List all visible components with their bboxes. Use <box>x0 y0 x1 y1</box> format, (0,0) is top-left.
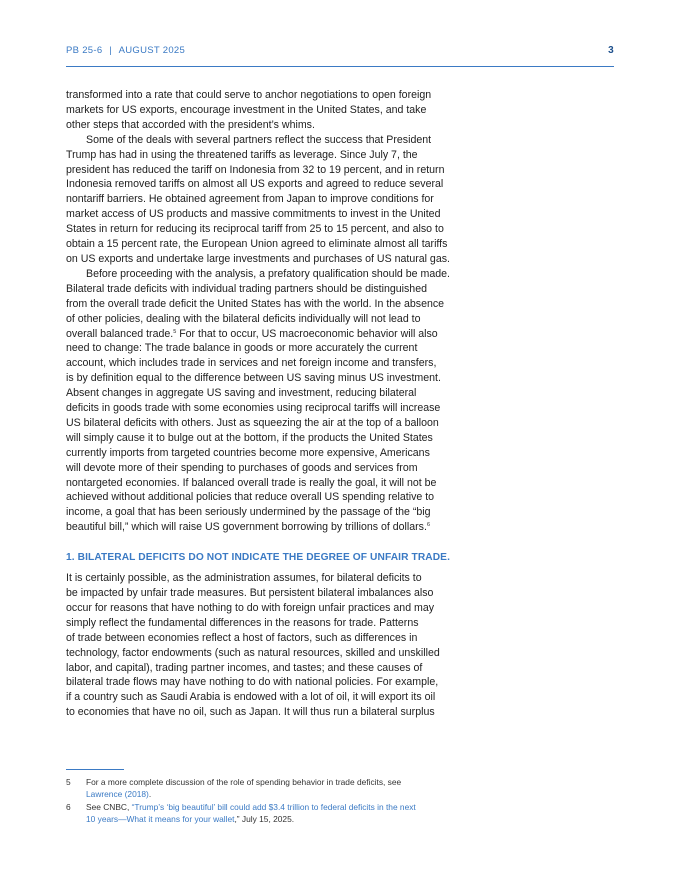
header-rule <box>66 66 614 67</box>
text-line: be impacted by unfair trade measures. But persistent bilateral imbalances also <box>66 587 434 599</box>
text-line <box>66 520 502 535</box>
paragraph-1 <box>66 88 502 133</box>
footnote-line: For a more complete discussion of the role of spending behavior in trade deficits, see <box>86 777 402 787</box>
text-line: bilateral trade flows may have nothing to do with national policies. For example, <box>66 676 439 689</box>
text-segment: beautiful bill,” which will raise US government borrowing by trillions of dollars. <box>66 521 427 534</box>
text-segment: ,” July 15, 2025. <box>234 813 295 824</box>
footnote-number: 5 <box>66 777 71 787</box>
text-line: other steps that accorded with the president’s whims. <box>66 118 315 131</box>
text-line: technology, factor endowments (such as natural resources, skilled and unskilled <box>66 646 440 659</box>
section-heading: 1. BILATERAL DEFICITS DO NOT INDICATE THE DEGREE OF UNFAIR TRADE. <box>66 552 451 564</box>
text-line: obtain a 15 percent rate, the European Union agreed to eliminate almost all tariffs <box>66 238 448 251</box>
text-line: transformed into a rate that could serve to anchor negotiations to open foreign <box>66 89 432 101</box>
citation-link[interactable]: Lawrence (2018) <box>86 788 149 799</box>
page-number: 3 <box>608 45 614 56</box>
footnote-6 <box>66 802 496 825</box>
text-line: need to change: The trade balance in goods or more accurately the current <box>66 342 418 355</box>
text-line: of other policies, dealing with the bilateral deficits individually will not lead to <box>66 312 421 325</box>
text-line: deficits in goods trade with some economies using reciprocal tariffs will increase <box>66 402 441 415</box>
citation-link[interactable]: 10 years—What it means for your wallet <box>86 813 235 824</box>
paragraph-4 <box>66 571 502 720</box>
paragraph-3 <box>66 267 502 535</box>
text-line: of trade between economies reflect a host of factors, such as differences in <box>66 631 418 644</box>
text-line: labor, and capital), trading partner incomes, and tastes; and these causes of <box>66 661 423 674</box>
text-line: Trump has had in using the threatened tariffs as leverage. Since July 7, the <box>66 148 418 161</box>
text-line: Before proceeding with the analysis, a prefatory qualification should be made. <box>86 267 450 280</box>
text-line: will devote more of their spending to purchases of goods and services from <box>66 461 418 474</box>
text-line: president has reduced the tariff on Indonesia from 32 to 19 percent, and in return <box>66 163 445 176</box>
text-line: market access of US products and massive commitments to invest in the United <box>66 208 441 221</box>
text-line: achieved without additional policies that reduce overall US spending relative to <box>66 491 435 504</box>
footnote-text <box>86 777 401 800</box>
text-line: nontargeted economies. If balanced overall trade is really the goal, it will not be <box>66 476 437 489</box>
paragraph-2 <box>66 133 502 267</box>
footnote-line <box>86 814 416 826</box>
page-header <box>66 45 614 56</box>
text-line: if a country such as Saudi Arabia is endowed with a lot of oil, it will export its oil <box>66 691 436 704</box>
text-line: on US exports and undertake large investments and purchases of US natural gas. <box>66 252 450 265</box>
text-line: Bilateral trade deficits with individual trading partners should be distinguished <box>66 282 427 295</box>
footnote-5 <box>66 777 496 800</box>
footnote-rule <box>66 769 124 770</box>
text-segment: overall balanced trade. <box>66 327 174 340</box>
footnote-number: 6 <box>66 802 71 813</box>
text-line: currently imports from targeted countries become more expensive, Americans <box>66 446 430 459</box>
footnote-line <box>86 802 416 814</box>
header-separator: | <box>109 45 113 56</box>
text-line: Some of the deals with several partners reflect the success that President <box>86 133 432 146</box>
text-segment: For that to occur, US macroeconomic behavior will also <box>176 327 438 340</box>
footnote-ref-5[interactable]: 5 <box>173 328 177 335</box>
text-line: Indonesia removed tariffs on almost all US exports and agreed to reduce several <box>66 178 444 191</box>
running-title <box>66 45 185 56</box>
footnote-line <box>86 789 401 801</box>
text-line: will simply cause it to bulge out at the bottom, if the products the United States <box>66 431 433 444</box>
text-line: markets for US exports, encourage investment in the United States, and take <box>66 103 427 116</box>
text-segment: See CNBC, <box>86 802 132 813</box>
main-text <box>66 88 502 720</box>
text-line: nontariff barriers. He obtained agreement from Japan to improve conditions for <box>66 193 434 206</box>
text-line: occur for reasons that have nothing to do with foreign unfair practices and may <box>66 601 435 614</box>
text-line: account, which includes trade in services and net foreign income and transfers, <box>66 357 437 370</box>
text-line: simply reflect the fundamental differences in the reasons for trade. Patterns <box>66 616 419 629</box>
text-segment: . <box>148 788 152 799</box>
text-line: It is certainly possible, as the administration assumes, for bilateral deficits to <box>66 572 422 585</box>
text-line: to economies that have no oil, such as Japan. It will thus run a bilateral surplus <box>66 706 435 719</box>
footnote-ref-6[interactable]: 6 <box>426 522 430 529</box>
text-line: is by definition equal to the difference between US saving minus US investment. <box>66 372 441 385</box>
series-id: PB 25-6 <box>66 45 103 56</box>
publication-date: AUGUST 2025 <box>118 45 186 56</box>
footnotes <box>66 777 496 825</box>
text-line: income, a goal that has been seriously undermined by the passage of the “big <box>66 506 431 519</box>
footnote-text <box>86 802 416 825</box>
text-line <box>66 327 502 342</box>
text-line: US bilateral deficits with others. Just as squeezing the air at the top of a balloon <box>66 416 439 429</box>
text-line: States in return for reducing its reciprocal tariff from 25 to 15 percent, and also to <box>66 223 444 236</box>
citation-link[interactable]: “Trump’s ‘big beautiful’ bill could add $3.4 trillion to federal deficits in the next <box>131 802 416 813</box>
text-line: Absent changes in aggregate US saving and investment, reducing bilateral <box>66 387 417 400</box>
text-line: from the overall trade deficit the United States has with the world. In the absence <box>66 297 445 310</box>
